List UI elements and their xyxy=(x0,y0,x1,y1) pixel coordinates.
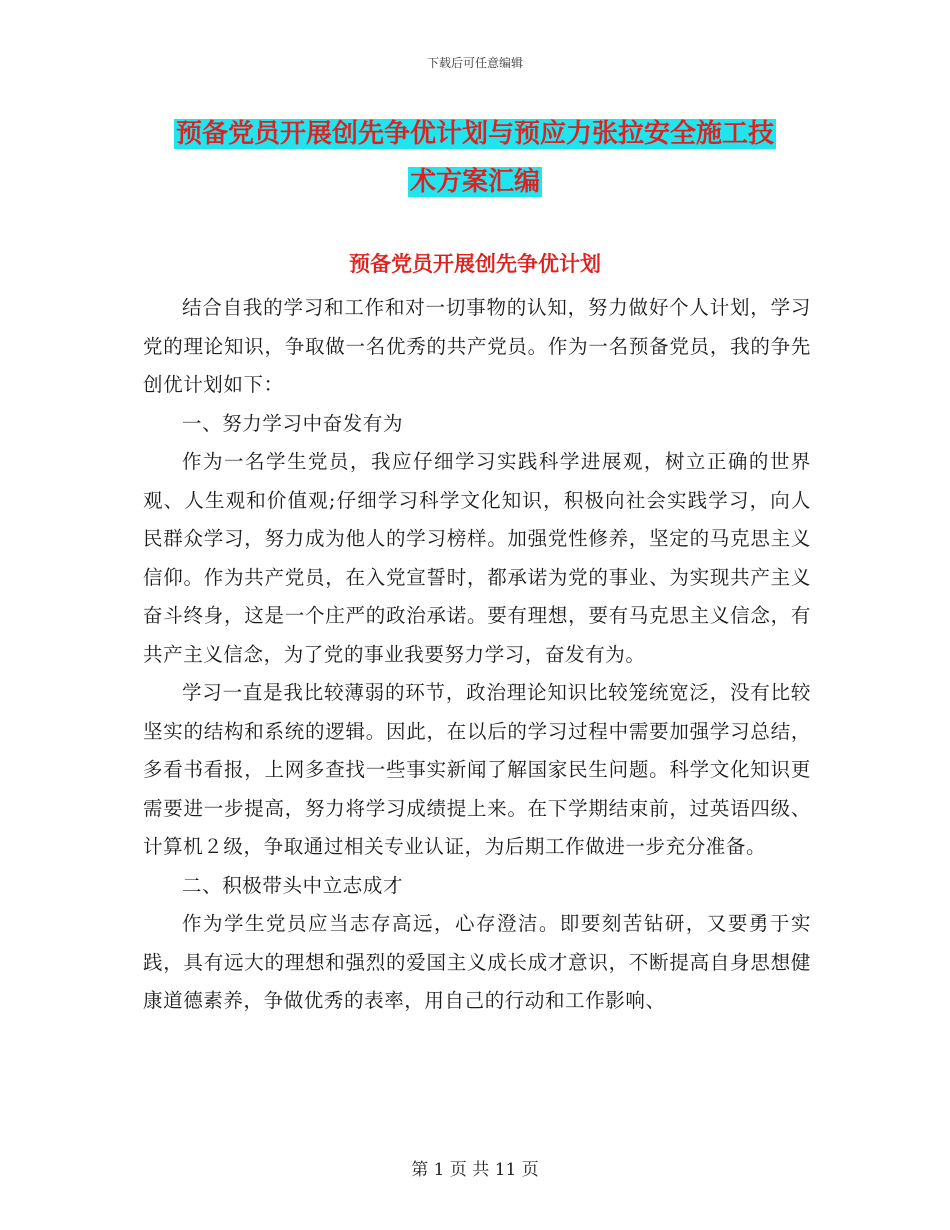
document-title xyxy=(0,110,950,206)
paragraph: 作为学生党员应当志存高远，心存澄洁。即要刻苦钻研，又要勇于实践，具有远大的理想和强烈的爱国主义成长成才意识，不断提高自身思想健康道德素养，争做优秀的表率，用自己的行动和工作影响、 xyxy=(143,912,811,1012)
title-line-1: 预备党员开展创先争优计划与预应力张拉安全施工技 xyxy=(175,119,774,149)
section-title: 预备党员开展创先争优计划 xyxy=(349,251,601,276)
paragraph: 结合自我的学习和工作和对一切事物的认知，努力做好个人计划，学习党的理论知识，争取做一名优秀的共产党员。作为一名预备党员，我的争先创优计划如下： xyxy=(143,296,811,396)
body-text xyxy=(143,289,811,1021)
page-footer: 第 1 页 共 11 页 xyxy=(411,1160,539,1180)
title-line-2: 术方案汇编 xyxy=(409,167,540,197)
header-note: 下载后可任意编辑 xyxy=(426,56,523,70)
paragraph: 二、积极带头中立志成才 xyxy=(182,873,404,897)
paragraph: 学习一直是我比较薄弱的环节，政治理论知识比较笼统宽泛，没有比较坚实的结构和系统的逻辑。因此，在以后的学习过程中需要加强学习总结，多看书看报，上网多查找一些事实新闻了解国家民生问题。科学文化知识更需要进一步提高，努力将学习成绩提上来。在下学期结束前，过英语四级、计算机２级，争取通过相关专业认证，为后期工作做进一步充分准备。 xyxy=(143,681,811,858)
paragraph: 作为一名学生党员，我应仔细学习实践科学进展观，树立正确的世界观、人生观和价值观;仔细学习科学文化知识，积极向社会实践学习，向人民群众学习，努力成为他人的学习榜样。加强党性修养，坚定的马克思主义信仰。作为共产党员，在入党宣誓时，都承诺为党的事业、为实现共产主义奋斗终身，这是一个庄严的政治承诺。要有理想，要有马克思主义信念，有共产主义信念，为了党的事业我要努力学习，奋发有为。 xyxy=(143,450,811,666)
paragraph: 一、努力学习中奋发有为 xyxy=(182,411,404,435)
